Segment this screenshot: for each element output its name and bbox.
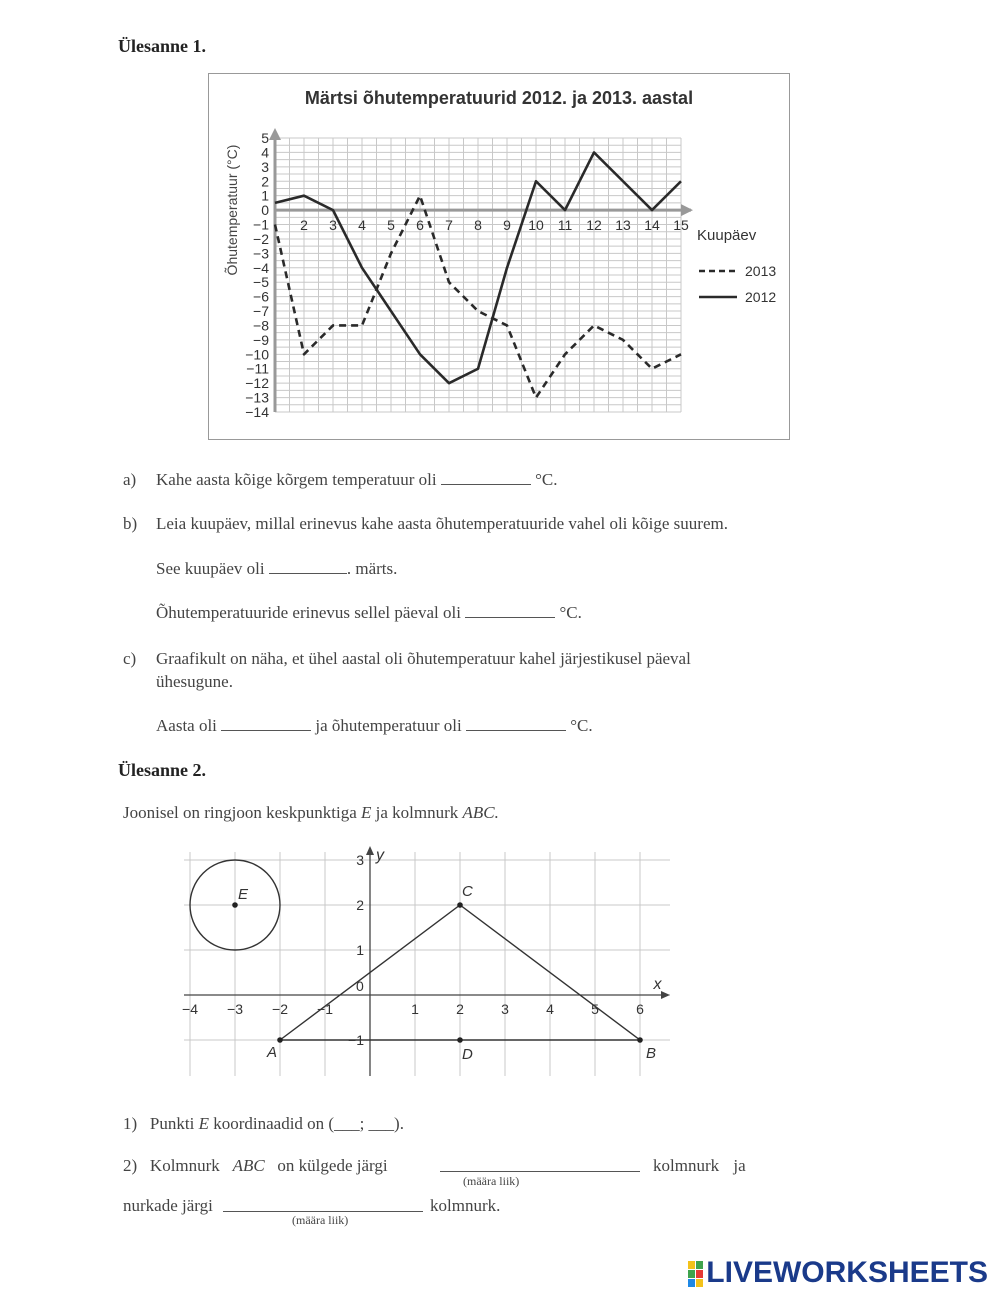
y-axis-label: Õhutemperatuur (°C)	[224, 144, 240, 276]
x-axis-arrow	[681, 204, 693, 216]
figure-y-tick: −1	[348, 1032, 364, 1048]
point-D	[457, 1037, 463, 1043]
task2-q2-line1	[123, 1154, 388, 1177]
figure-y-tick: 2	[356, 897, 364, 913]
answer-a-blank[interactable]	[441, 470, 531, 485]
y-tick-label: −13	[245, 389, 269, 406]
point-label-B: B	[646, 1045, 657, 1062]
figure-y-tick: 3	[356, 852, 364, 868]
y-tick-label: −10	[245, 346, 269, 363]
task2-q1-e: E	[198, 1114, 209, 1133]
task2-heading: Ülesanne 2.	[118, 760, 207, 780]
task2-q2-pre: Kolmnurk	[149, 1156, 220, 1175]
y-tick-label: −2	[253, 230, 269, 247]
task2-q2-mid: on külgede järgi	[277, 1156, 388, 1175]
y-tick-label: 4	[261, 144, 269, 161]
task1-heading: Ülesanne 1.	[118, 36, 207, 56]
logo-icon	[688, 1261, 704, 1287]
x-tick-label: 5	[387, 217, 395, 234]
question-b-line2	[156, 601, 582, 624]
figure-x-arrow	[661, 991, 670, 999]
question-b-line1	[156, 557, 397, 580]
y-tick-label: −1	[253, 216, 269, 233]
y-tick-label: −6	[253, 288, 269, 305]
question-c-text-line2: ühesugune.	[156, 672, 233, 691]
chart-title: Märtsi õhutemperatuurid 2012. ja 2013. aastal	[304, 88, 694, 108]
legend-label-2013: 2013	[745, 263, 777, 279]
question-c-label: c)	[123, 649, 137, 668]
figure-y-tick: 1	[356, 942, 364, 958]
figure-x-tick: −2	[272, 1001, 288, 1017]
legend-label-2012: 2012	[745, 289, 777, 305]
task2-q1	[123, 1112, 404, 1135]
question-c-answer-unit: °C.	[570, 716, 593, 735]
y-tick-label: −9	[253, 331, 269, 348]
task2-q2-abc: ABC	[232, 1156, 265, 1175]
figure-x-tick: 6	[636, 1001, 644, 1017]
point-label-D: D	[462, 1046, 473, 1063]
figure-x-tick: 2	[456, 1001, 464, 1017]
question-a-label: a)	[123, 470, 137, 489]
geometry-figure	[180, 840, 680, 1080]
figure-x-tick: 5	[591, 1001, 599, 1017]
x-tick-label: 7	[445, 217, 453, 234]
question-a-unit: °C.	[535, 470, 558, 489]
logo-text: LIVEWORKSHEETS	[706, 1256, 988, 1289]
point-E	[232, 902, 238, 908]
question-c-text-line1: Graafikult on näha, et ühel aastal oli õhutemperatuur kahel järjestikusel päeval	[156, 649, 691, 668]
x-tick-label: 6	[416, 217, 424, 234]
figure-x-tick: −3	[227, 1001, 243, 1017]
answer-sides-hint: (määra liik)	[463, 1174, 520, 1188]
task2-q2-line2-post: kolmnurk.	[430, 1196, 501, 1215]
task2-q1-post[interactable]: koordinaadid on (___; ___).	[213, 1114, 404, 1133]
figure-x-tick: −1	[317, 1001, 333, 1017]
figure-origin-label: 0	[356, 978, 364, 994]
task2-intro-mid: ja kolmnurk	[375, 803, 459, 822]
answer-angles-blank[interactable]	[223, 1197, 423, 1212]
task2-q2-line2-pre: nurkade järgi	[123, 1196, 213, 1215]
y-tick-label: 3	[261, 158, 269, 175]
question-b-line2-unit: °C.	[559, 603, 582, 622]
figure-y-arrow	[366, 846, 374, 855]
x-axis-label: Kuupäev	[697, 227, 757, 245]
temperature-chart-svg	[209, 74, 789, 439]
y-tick-label: −3	[253, 245, 269, 262]
x-tick-label: 3	[329, 217, 337, 234]
question-b-text: Leia kuupäev, millal erinevus kahe aasta õhutemperatuuride vahel oli kõige suurem.	[156, 514, 728, 533]
point-C	[457, 902, 463, 908]
y-tick-label: −7	[253, 303, 269, 320]
question-b-line1-suffix: . märts.	[346, 559, 398, 578]
figure-x-tick: 3	[501, 1001, 509, 1017]
question-a-text: Kahe aasta kõige kõrgem temperatuur oli	[156, 470, 437, 489]
task2-intro	[123, 801, 499, 824]
figure-x-tick: −4	[182, 1001, 198, 1017]
task2-q1-label: 1)	[123, 1114, 138, 1133]
task2-intro-abc: ABC.	[462, 803, 499, 822]
figure-x-label: x	[653, 976, 662, 993]
y-tick-label: 1	[261, 187, 269, 204]
answer-c-year-blank[interactable]	[221, 716, 311, 731]
y-tick-label: −8	[253, 317, 269, 334]
x-tick-label: 8	[474, 217, 482, 234]
x-tick-label: 12	[586, 217, 602, 234]
figure-y-label: y	[376, 847, 384, 864]
question-c-answer-pre: Aasta oli	[156, 716, 217, 735]
answer-c-temp-blank[interactable]	[466, 716, 566, 731]
x-tick-label: 4	[358, 217, 366, 234]
point-label-A: A	[267, 1044, 278, 1061]
answer-b-diff-blank[interactable]	[465, 603, 555, 618]
point-label-E: E	[238, 886, 249, 903]
temperature-chart	[208, 73, 790, 440]
question-c-answer-mid: ja õhutemperatuur oli	[315, 716, 462, 735]
answer-b-date-blank[interactable]	[269, 559, 347, 574]
y-tick-label: −11	[246, 360, 269, 377]
x-tick-label: 13	[615, 217, 631, 234]
question-b-line1-text: See kuupäev oli	[156, 559, 265, 578]
point-A	[277, 1037, 283, 1043]
task2-intro-e: E	[360, 803, 372, 822]
figure-x-tick: 1	[411, 1001, 419, 1017]
y-axis-arrow	[269, 128, 281, 140]
task2-q2-line2	[123, 1194, 213, 1217]
x-tick-label: 15	[673, 217, 689, 234]
x-tick-label: 9	[503, 217, 511, 234]
task2-q2-label: 2)	[123, 1156, 138, 1175]
task2-intro-pre: Joonisel on ringjoon keskpunktiga	[123, 803, 357, 822]
answer-sides-blank[interactable]	[440, 1157, 640, 1172]
point-B	[637, 1037, 643, 1043]
answer-angles-hint: (määra liik)	[292, 1213, 349, 1227]
question-b-line2-text: Õhutemperatuuride erinevus sellel päeval oli	[156, 603, 461, 622]
task2-q2-post1: kolmnurk ja	[653, 1156, 746, 1175]
y-tick-label: −5	[253, 274, 269, 291]
y-tick-label: −14	[245, 404, 269, 420]
question-b-label: b)	[123, 514, 138, 533]
point-label-C: C	[462, 883, 473, 900]
y-tick-label: −12	[245, 375, 269, 392]
y-tick-label: 0	[261, 202, 269, 219]
figure-x-tick: 4	[546, 1001, 554, 1017]
figure-grid	[184, 852, 670, 1076]
y-tick-label: 5	[261, 130, 269, 146]
y-tick-label: 2	[261, 173, 269, 190]
x-tick-label: 14	[644, 217, 660, 234]
x-tick-label: 10	[528, 217, 544, 234]
y-tick-label: −4	[253, 259, 269, 276]
question-c-answer	[156, 714, 593, 737]
x-tick-label: 11	[557, 217, 573, 234]
task2-q1-pre: Punkti	[149, 1114, 195, 1133]
liveworksheets-logo	[688, 1256, 988, 1290]
x-tick-label: 2	[300, 217, 308, 234]
